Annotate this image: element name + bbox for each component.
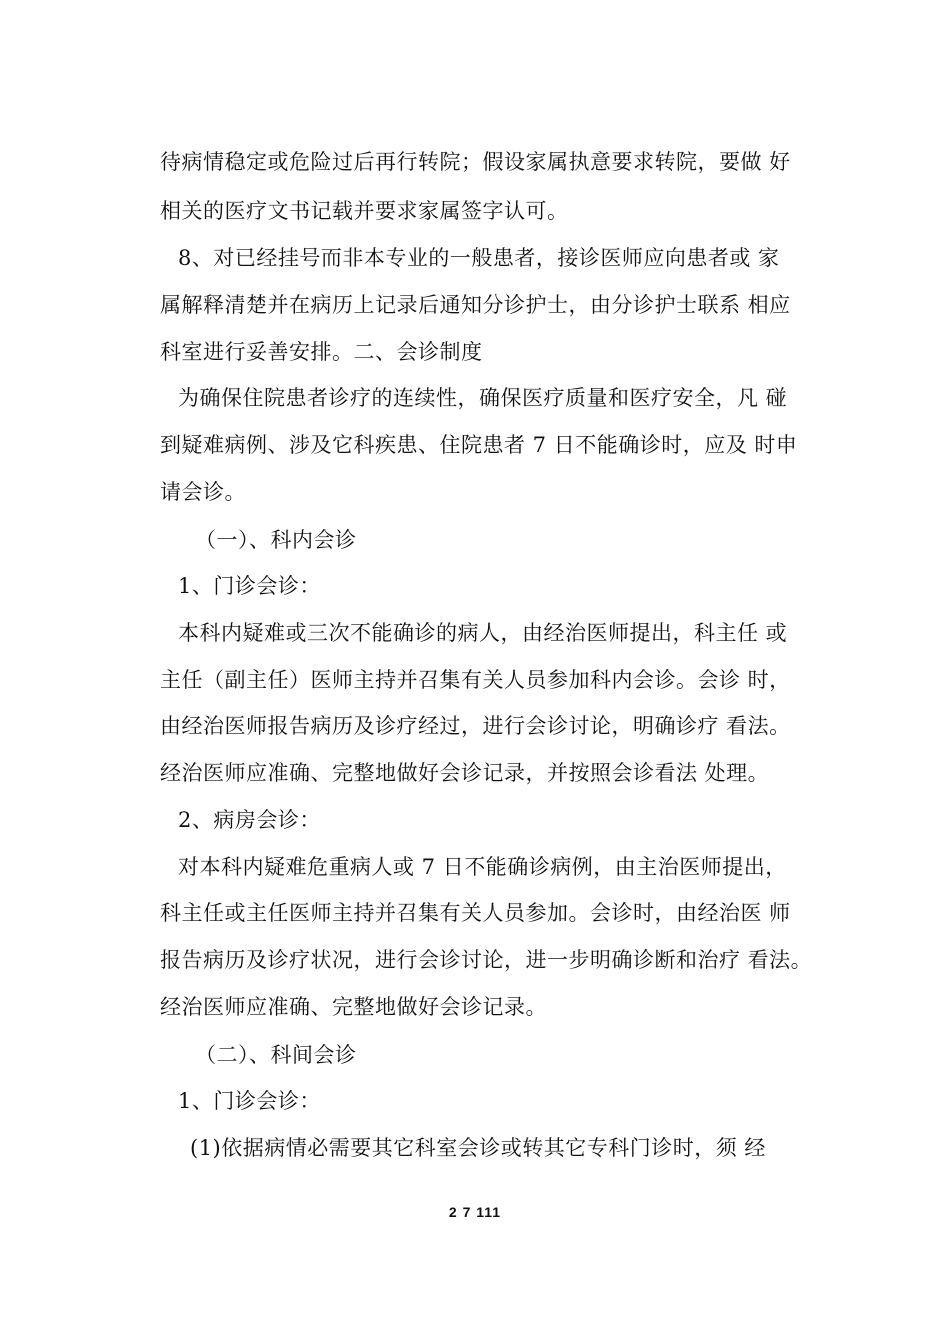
paragraph-line: 主任（副主任）医师主持并召集有关人员参加科内会诊。会诊 时， <box>160 668 791 692</box>
subsection-heading: 1、门诊会诊： <box>178 1089 321 1113</box>
section-heading: （一）、科内会诊 <box>195 528 357 552</box>
section-heading: （二）、科间会诊 <box>195 1043 357 1067</box>
paragraph-line: 为确保住院患者诊疗的连续性，确保医疗质量和医疗安全，凡 碰 <box>178 386 788 410</box>
paragraph-line: 经治医师应准确、完整地做好会诊记录，并按照会诊看法 处理。 <box>160 761 770 785</box>
paragraph-line: (1)依据病情必需要其它科室会诊或转其它专科门诊时，须 经 <box>190 1136 766 1160</box>
paragraph-line: 本科内疑难或三次不能确诊的病人，由经治医师提出，科主任 或 <box>178 621 788 645</box>
subsection-heading: 1、门诊会诊： <box>178 574 321 598</box>
paragraph-line: 经治医师应准确、完整地做好会诊记录。 <box>160 995 547 1019</box>
paragraph-line: 对本科内疑难危重病人或 7 日不能确诊病例，由主治医师提出， <box>178 855 787 879</box>
paragraph-line: 科主任或主任医师主持并召集有关人员参加。会诊时，由经治医 师 <box>160 901 791 925</box>
paragraph-line: 报告病历及诊疗状况，进行会诊讨论，进一步明确诊断和治疗 看法。 <box>160 948 813 972</box>
paragraph-line: 由经治医师报告病历及诊疗经过，进行会诊讨论，明确诊疗 看法。 <box>160 714 791 738</box>
paragraph-line: 科室进行妥善安排。二、会诊制度 <box>160 340 483 364</box>
page-number: 2 7 111 <box>448 1204 502 1220</box>
paragraph-line: 到疑难病例、涉及它科疾患、住院患者 7 日不能确诊时，应及 时申 <box>160 433 798 457</box>
subsection-heading: 2、病房会诊： <box>178 808 321 832</box>
paragraph-line: 相关的医疗文书记载并要求家属签字认可。 <box>160 199 569 223</box>
paragraph-line: 请会诊。 <box>160 480 246 504</box>
paragraph-line: 属解释清楚并在病历上记录后通知分诊护士，由分诊护士联系 相应 <box>160 293 791 317</box>
paragraph-line: 待病情稳定或危险过后再行转院；假设家属执意要求转院，要做 好 <box>160 150 791 174</box>
paragraph-line: 8、对已经挂号而非本专业的一般患者，接诊医师应向患者或 家 <box>178 246 780 270</box>
